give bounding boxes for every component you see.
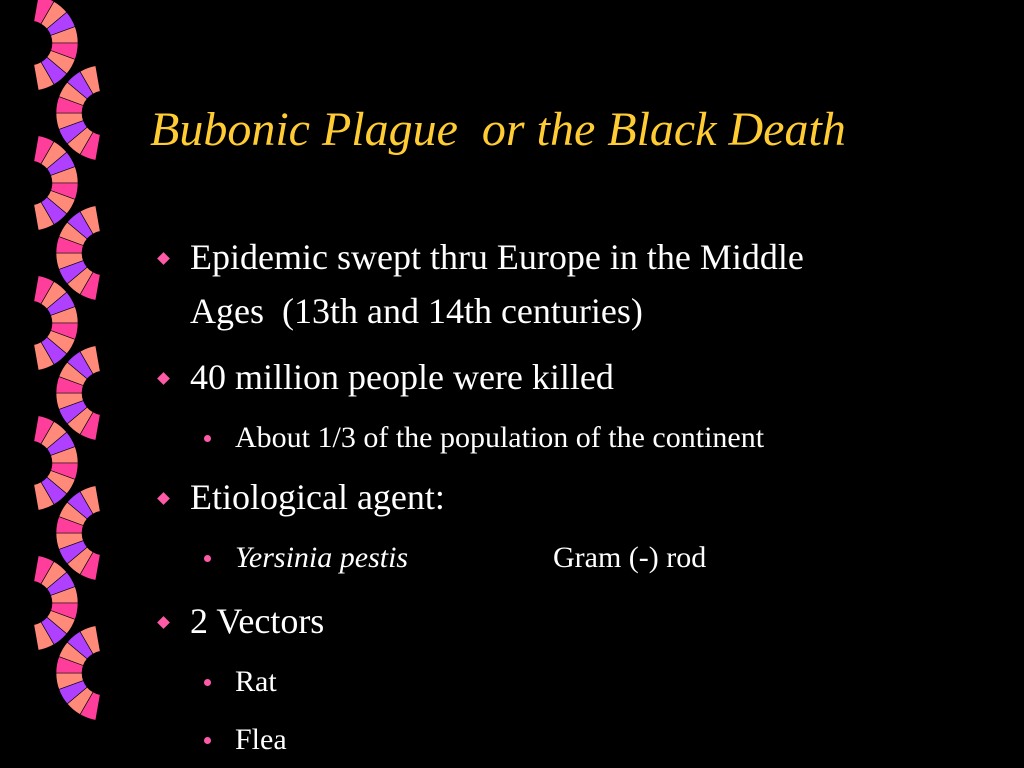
dot-bullet-icon <box>204 435 211 442</box>
wave-segment <box>56 486 100 581</box>
wave-segment <box>56 206 100 301</box>
bullet-epidemic-line2: Ages (13th and 14th centuries) <box>190 291 643 331</box>
subbullet-rat: Rat <box>235 665 277 698</box>
wave-segment <box>34 276 78 371</box>
bullet-etiological-agent: Etiological agent: <box>190 477 445 517</box>
diamond-bullet-icon <box>157 616 170 629</box>
wave-segment <box>56 66 100 161</box>
dot-bullet-icon <box>204 555 211 562</box>
wave-segment <box>34 416 78 511</box>
bullet-vectors: 2 Vectors <box>190 601 325 641</box>
slide-title: Bubonic Plague or the Black Death <box>150 103 846 156</box>
bullet-deaths: 40 million people were killed <box>190 357 614 397</box>
diamond-bullet-icon <box>157 492 170 505</box>
subbullet-organism-name: Yersinia pestis <box>235 541 409 574</box>
subbullet-population: About 1/3 of the population of the continent <box>235 421 765 454</box>
wave-segment <box>34 556 78 651</box>
bullet-epidemic-line1: Epidemic swept thru Europe in the Middle <box>190 237 804 277</box>
dot-bullet-icon <box>204 679 211 686</box>
wave-segment <box>56 346 100 441</box>
dot-bullet-icon <box>204 737 211 744</box>
wave-segment <box>56 626 100 721</box>
bullet-list <box>150 0 990 768</box>
subbullet-organism-type: Gram (-) rod <box>553 541 707 574</box>
wave-segment <box>34 136 78 231</box>
decorative-wave-border <box>0 0 140 768</box>
wave-segment <box>34 0 78 90</box>
subbullet-flea: Flea <box>235 723 287 756</box>
diamond-bullet-icon <box>157 372 170 385</box>
diamond-bullet-icon <box>157 252 170 265</box>
